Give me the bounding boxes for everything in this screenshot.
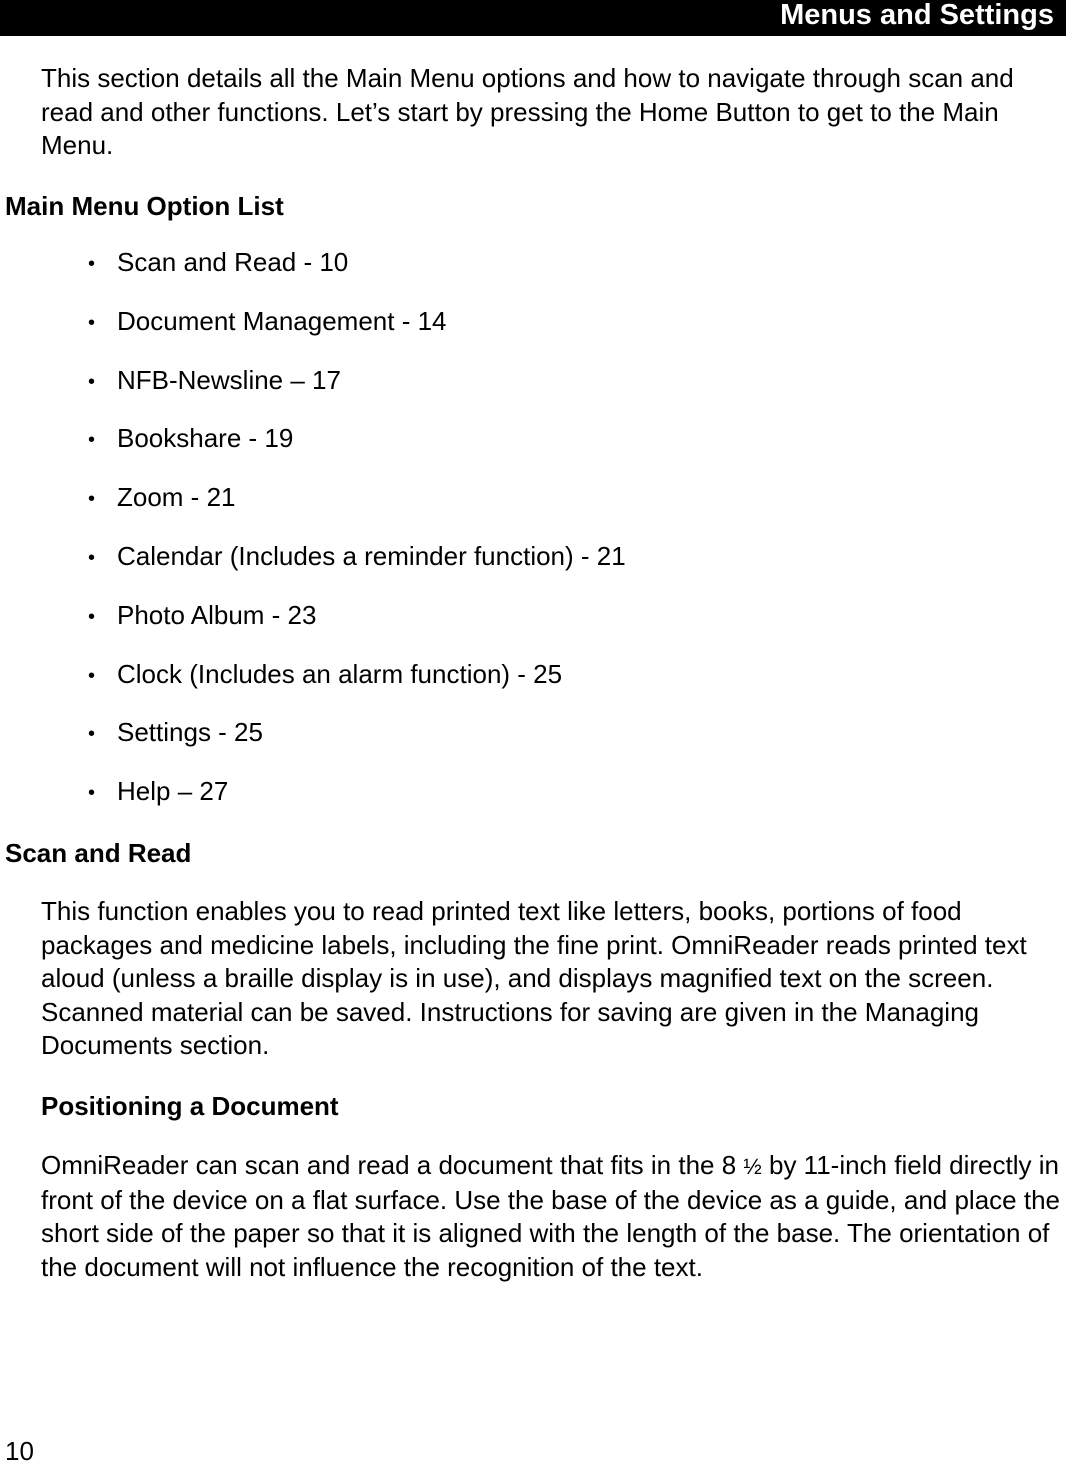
intro-paragraph: This section details all the Main Menu options and how to navigate through scan and read and other functions. Let’s start by pressing the Home Button to get to the Main Menu. [41, 63, 1014, 161]
bullet-icon: • [88, 605, 96, 628]
section-title: Menus and Settings [780, 0, 1054, 31]
bullet-icon: • [88, 253, 96, 275]
bullet-icon: • [88, 370, 96, 393]
bullet-icon: • [88, 488, 96, 511]
bullet-icon: • [88, 311, 96, 334]
bullet-icon: • [88, 429, 96, 452]
positioning-paragraph [41, 1149, 1066, 1284]
half-fraction: ½ [743, 1154, 762, 1179]
menu-option-label: Calendar (Includes a reminder function) - 21 [117, 540, 626, 571]
bullet-icon: • [88, 546, 96, 569]
scan-and-read-paragraph: This function enables you to read printed text like letters, books, portions of food packages and medicine labels, including the fine print. OmniReader reads printed text aloud (unless a braille display is in use), and displays magnified text on the screen. Scanned material can be saved. Instructions for saving are given in the Managing Documents section. [41, 896, 1027, 1061]
page-number: 10 [5, 1436, 34, 1466]
menu-option-label: Help – 27 [117, 776, 229, 807]
menu-option-label: Photo Album - 23 [117, 599, 317, 630]
positioning-text-end: by 11-inch field directly in front of the device on a flat surface. Use the base of the device as a guide, and place the short side of the paper so that it is aligned with the length of the base. The orientation of the document will not influence the recognition of the text. [41, 1150, 1060, 1282]
positioning-text-start: OmniReader can scan and read a document that fits in the 8 [41, 1150, 744, 1180]
menu-option-label: Bookshare - 19 [117, 423, 294, 454]
scan-and-read-heading: Scan and Read [5, 838, 192, 868]
bullet-icon: • [88, 782, 96, 805]
positioning-heading: Positioning a Document [41, 1091, 339, 1121]
menu-option-label: Clock (Includes an alarm function) - 25 [117, 658, 563, 689]
bullet-icon: • [88, 723, 96, 746]
menu-option-label: Document Management - 14 [117, 305, 447, 336]
menu-option-label: Zoom - 21 [117, 482, 236, 513]
bullet-icon: • [88, 664, 96, 687]
main-menu-heading: Main Menu Option List [5, 191, 284, 221]
menu-option-label: Settings - 25 [117, 717, 263, 748]
menu-option-label: Scan and Read - 10 [117, 247, 349, 277]
menu-option-label: NFB-Newsline – 17 [117, 364, 341, 395]
section-header-bar [0, 0, 1066, 36]
